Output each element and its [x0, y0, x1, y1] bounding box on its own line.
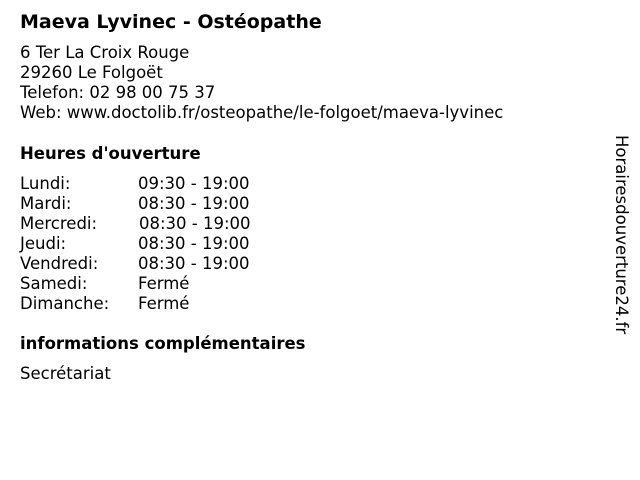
hours-row-tuesday: [20, 194, 320, 214]
additional-info-heading: informations complémentaires: [20, 334, 306, 353]
day-label: Samedi:: [20, 274, 88, 293]
additional-info-text: Secrétariat: [20, 364, 111, 383]
brand-watermark: [612, 135, 632, 375]
phone-number: Telefon: 02 98 00 75 37: [20, 83, 216, 102]
day-label: Mercredi:: [20, 214, 98, 233]
time-value: 09:30 - 19:00: [138, 174, 250, 193]
hours-row-thursday: [20, 234, 320, 254]
address-block: [20, 43, 503, 123]
time-value: 08:30 - 19:00: [138, 254, 250, 273]
brand-text: Horairesdouverture24.fr: [612, 135, 631, 335]
website-url: Web: www.doctolib.fr/osteopathe/le-folgoet/maeva-lyvinec: [20, 103, 504, 122]
hours-row-saturday: [20, 274, 320, 294]
time-value: 08:30 - 19:00: [138, 194, 250, 213]
day-label: Vendredi:: [20, 254, 99, 273]
time-value: Fermé: [138, 294, 190, 313]
time-value: Fermé: [138, 274, 190, 293]
day-label: Lundi:: [20, 174, 71, 193]
hours-row-wednesday: [20, 214, 320, 234]
day-label: Jeudi:: [20, 234, 67, 253]
city-postal: 29260 Le Folgoët: [20, 63, 163, 82]
hours-row-monday: [20, 174, 320, 194]
page-title: Maeva Lyvinec - Ostéopathe: [20, 11, 322, 33]
time-value: 08:30 - 19:00: [139, 214, 251, 233]
hours-row-sunday: [20, 294, 320, 314]
day-label: Mardi:: [20, 194, 72, 213]
day-label: Dimanche:: [20, 294, 110, 313]
opening-hours-table: [20, 174, 320, 314]
time-value: 08:30 - 19:00: [138, 234, 250, 253]
hours-row-friday: [20, 254, 320, 274]
opening-hours-heading: Heures d'ouverture: [20, 144, 201, 163]
street-address: 6 Ter La Croix Rouge: [20, 43, 190, 62]
